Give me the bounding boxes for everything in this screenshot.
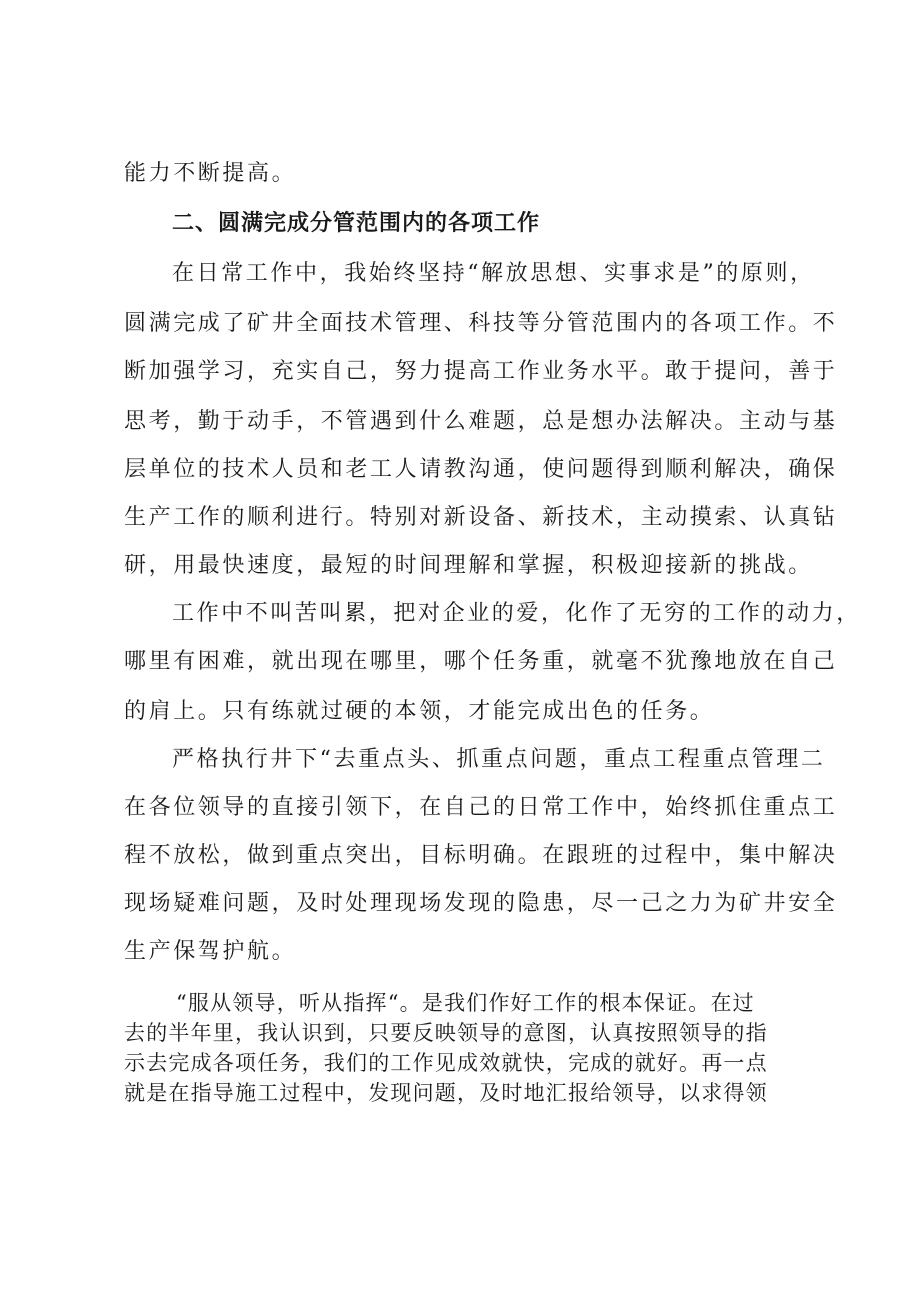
text-line: 能力不断提高。 <box>124 161 297 186</box>
text-line: 在各位领导的直接引领下，在自己的日常工作中，始终抓住重点工 <box>124 795 838 820</box>
text-line: 生产保驾护航。 <box>124 939 297 964</box>
text-line: 的肩上。只有练就过硬的本领，才能完成出色的任务。 <box>124 699 715 724</box>
text-line: “服从领导，听从指挥“。是我们作好工作的根本保证。在过 <box>176 991 755 1015</box>
text-line: 在日常工作中，我始终坚持“解放思想、实事求是”的原则， <box>172 261 815 286</box>
text-line: 断加强学习，充实自己，努力提高工作业务水平。敢于提问，善于 <box>124 359 838 384</box>
text-line: 哪里有困难，就出现在哪里，哪个任务重，就毫不犹豫地放在自己 <box>124 649 838 674</box>
text-line: 严格执行井下“去重点头、抓重点问题，重点工程重点管理二 <box>172 747 826 772</box>
section-heading: 二、圆满完成分管范围内的各项工作 <box>172 211 541 236</box>
text-line: 工作中不叫苦叫累，把对企业的爱，化作了无穷的工作的动力， <box>172 601 861 626</box>
text-line: 层单位的技术人员和老工人请教沟通，使问题得到顺利解决，确保 <box>124 457 838 482</box>
text-line: 示去完成各项任务，我们的工作见成效就快，完成的就好。再一点 <box>124 1051 768 1075</box>
text-line: 研，用最快速度，最短的时间理解和掌握，积极迎接新的挑战。 <box>124 553 813 578</box>
text-line: 去的半年里，我认识到，只要反映领导的意图，认真按照领导的指 <box>124 1021 768 1045</box>
text-line: 就是在指导施工过程中，发现问题，及时地汇报给领导，以求得领 <box>124 1081 768 1105</box>
text-line: 生产工作的顺利进行。特别对新设备、新技术，主动摸索、认真钻 <box>124 505 838 530</box>
text-line: 圆满完成了矿井全面技术管理、科技等分管范围内的各项工作。不 <box>124 311 838 336</box>
text-line: 现场疑难问题，及时处理现场发现的隐患，尽一己之力为矿井安全 <box>124 891 838 916</box>
text-line: 思考，勤于动手，不管遇到什么难题，总是想办法解决。主动与基 <box>124 409 838 434</box>
text-line: 程不放松，做到重点突出，目标明确。在跟班的过程中，集中解决 <box>124 843 838 868</box>
